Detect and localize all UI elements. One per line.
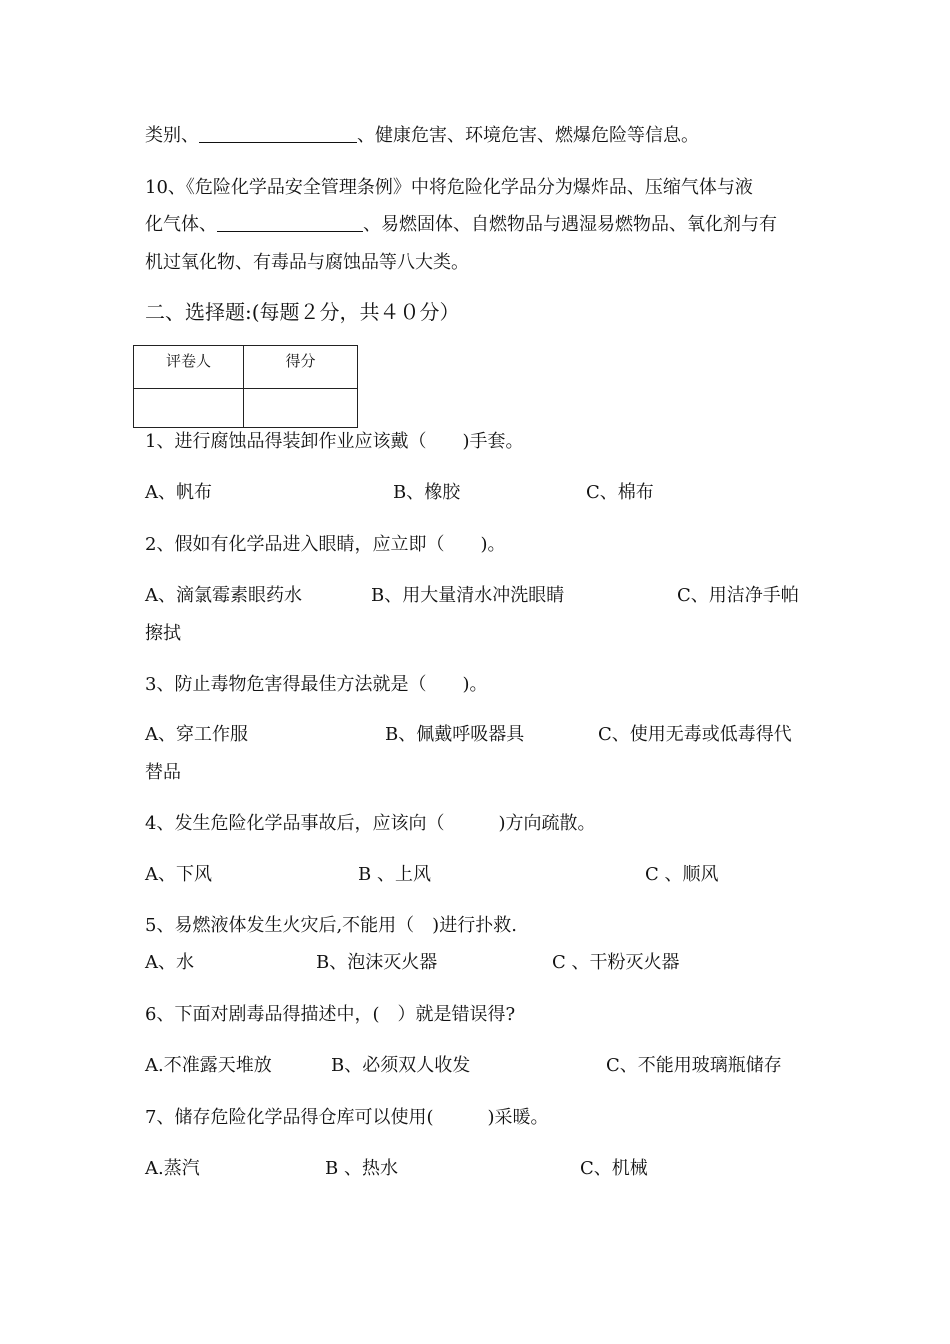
option-a: A、滴氯霉素眼药水 — [145, 585, 302, 606]
option-c: C、使用无毒或低毒得代 — [598, 724, 792, 745]
question-stem: 7、储存危险化学品得仓库可以使用( )采暖。 — [145, 1107, 549, 1128]
score-label: 得分 — [244, 346, 358, 389]
answer-blank — [217, 213, 363, 232]
option-c: C 、干粉灭火器 — [552, 952, 680, 973]
option-a: A.蒸汽 — [145, 1158, 200, 1179]
option-a: A、水 — [145, 952, 194, 973]
option-b: B、用大量清水冲洗眼睛 — [371, 585, 565, 606]
fill-in-text: 类别、 — [145, 125, 199, 146]
grader-label: 评卷人 — [134, 346, 244, 389]
fill-in-text: 、健康危害、环境危害、燃爆危险等信息。 — [357, 125, 699, 146]
option-a: A、帆布 — [145, 482, 212, 503]
question-stem: 4、发生危险化学品事故后，应该向（ )方向疏散。 — [145, 813, 596, 834]
option-wrap: 替品 — [145, 762, 181, 783]
question-stem: 1、进行腐蚀品得装卸作业应该戴（ )手套。 — [145, 431, 524, 452]
answer-blank — [199, 124, 357, 143]
question-stem: 3、防止毒物危害得最佳方法就是（ )。 — [145, 674, 488, 695]
option-b: B、泡沫灭火器 — [316, 952, 438, 973]
section-title: 二、选择题:(每题２分，共４０分） — [145, 300, 460, 324]
option-a: A、穿工作服 — [145, 724, 248, 745]
option-b: B 、上风 — [358, 864, 431, 885]
option-c: C、不能用玻璃瓶储存 — [606, 1055, 782, 1076]
option-c: C 、顺风 — [645, 864, 719, 885]
question-10-line-1: 10、《危险化学品安全管理条例》中将危险化学品分为爆炸品、压缩气体与液 — [145, 177, 753, 198]
option-wrap: 擦拭 — [145, 623, 181, 644]
score-cell — [244, 389, 358, 428]
option-a: A、下风 — [145, 864, 212, 885]
question-10-line-2 — [145, 213, 777, 237]
question-stem: 6、下面对剧毒品得描述中，( ）就是错误得? — [145, 1004, 516, 1025]
fill-in-line-1 — [145, 124, 699, 148]
option-c: C、机械 — [580, 1158, 648, 1179]
option-c: C、用洁净手帕 — [677, 585, 799, 606]
option-a: A.不准露天堆放 — [145, 1055, 272, 1076]
question-stem: 2、假如有化学品进入眼睛，应立即（ )。 — [145, 534, 506, 555]
question-10-line-3: 机过氧化物、有毒品与腐蚀品等八大类。 — [145, 252, 469, 273]
score-table — [133, 345, 358, 428]
option-b: B 、热水 — [325, 1158, 398, 1179]
option-c: C、棉布 — [586, 482, 654, 503]
question-stem: 5、易燃液体发生火灾后,不能用（ )进行扑救. — [145, 915, 517, 936]
option-b: B、必须双人收发 — [331, 1055, 471, 1076]
grader-cell — [134, 389, 244, 428]
option-b: B、橡胶 — [393, 482, 461, 503]
fill-in-text: 、易燃固体、自燃物品与遇湿易燃物品、氧化剂与有 — [363, 214, 777, 235]
option-b: B、佩戴呼吸器具 — [385, 724, 525, 745]
fill-in-text: 化气体、 — [145, 214, 217, 235]
